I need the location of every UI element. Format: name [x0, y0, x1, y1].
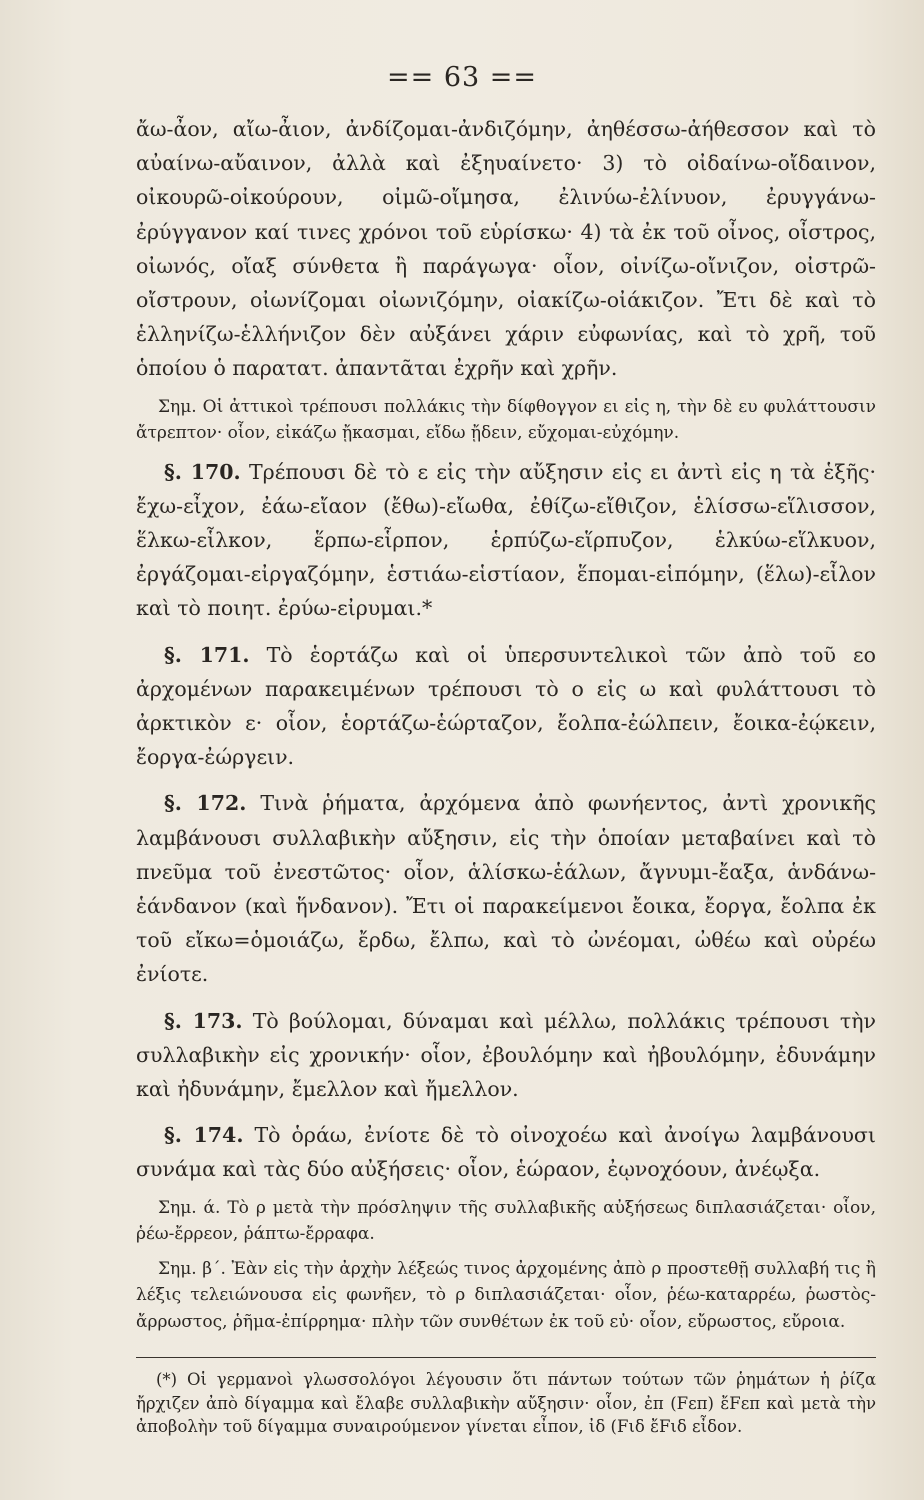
paragraph-continuation [136, 112, 876, 386]
page-body [136, 112, 876, 1439]
section-number: §. 170. [164, 459, 241, 484]
paragraph-text: ἄω-ἆον, αἴω-ἆιον, ἀνδίζομαι-ἀνδιζόμην, ἀηθέσσω-ἀήθεσσον καὶ τὸ αὐαίνω-αὔαινον, ἀλλὰ καὶ ἐξηυαίνετο· 3) τὸ οἰδαίνω-οἴδαινον, οἰκουρῶ-οἰκούρουν, οἰμῶ-οἴμησα, ἐλινύω-ἐλίνυον, ἐρυγγάνω-ἐρύγγανον καί τινες χρόνοι τοῦ εὑρίσκω· 4) τὰ ἐκ τοῦ οἶνος, οἶστρος, οἰωνός, οἴαξ σύνθετα ἢ παράγωγα· οἷον, οἰνίζω-οἴνιζον, οἰστρῶ-οἴστρουν, οἰωνίζομαι οἰωνιζόμην, οἰακίζω-οἰάκιζον. Ἔτι δὲ καὶ τὸ ἑλληνίζω-ἑλλήνιζον δὲν αὐξάνει χάριν εὐφωνίας, καὶ τὸ χρῆ, τοῦ ὁποίου ὁ παρατατ. ἀπαντᾶται ἐχρῆν καὶ χρῆν. [136, 117, 876, 381]
section-number: §. 173. [164, 1008, 243, 1033]
note-alpha [136, 1195, 876, 1248]
footnote-divider [136, 1357, 876, 1358]
page-number: == 63 == [386, 62, 537, 93]
section-number: §. 174. [164, 1123, 244, 1148]
footnote: (*) Οἱ γερμανοὶ γλωσσολόγοι λέγουσιν ὅτι πάντων τούτων τῶν ῥημάτων ἡ ῥίζα ἤρχιζεν ἀπὸ δίγαμμα καὶ ἔλαβε συλλαβικὴν αὔξησιν· οἷον, ἐπ (Fεπ) ἔFεπ καὶ μετὰ τὴν ἀποβολὴν τοῦ δίγαμμα συναιρούμενον γίνεται εἶπον, ἰδ (Fιδ ἔFιδ εἶδον. [136, 1370, 876, 1437]
note-text: Σημ. β΄. Ἐὰν εἰς τὴν ἀρχὴν λέξεώς τινος ἀρχομένης ἀπὸ ρ προστεθῇ συλλαβή τις ἢ λέξις τελειώνουσα εἰς φωνῆεν, τὸ ρ διπλασιάζεται· οἷον, ῥέω-καταρρέω, ῥωστὸς-ἄρρωστος, ῥῆμα-ἐπίρρημα· πλὴν τῶν συνθέτων ἐκ τοῦ εὐ· οἷον, εὔρωστος, εὔροια. [136, 1258, 876, 1332]
section-171 [136, 638, 876, 775]
section-174 [136, 1118, 876, 1186]
section-text: Τρέπουσι δὲ τὸ ε εἰς τὴν αὔξησιν εἰς ει ἀντὶ εἰς η τὰ ἑξῆς· ἔχω-εἶχον, ἐάω-εἴαον (ἔθω)-εἴωθα, ἐθίζω-εἴθιζον, ἑλίσσω-εἵλισσον, ἕλκω-εἷλκον, ἕρπω-εἷρπον, ἑρπύζω-εἵρπυζον, ἑλκύω-εἵλκυον, ἐργάζομαι-εἰργαζόμην, ἑστιάω-εἱστίαον, ἕπομαι-εἱπόμην, (ἕλω)-εἷλον καὶ τὸ ποιητ. ἐρύω-εἰρυμαι.* [136, 459, 876, 621]
section-text: Τὸ βούλομαι, δύναμαι καὶ μέλλω, πολλάκις τρέπουσι τὴν συλλαβικὴν εἰς χρονικήν· οἷον, ἐβουλόμην καὶ ἠβουλόμην, ἐδυνάμην καὶ ἠδυνάμην, ἔμελλον καὶ ἤμελλον. [136, 1008, 876, 1102]
section-number: §. 171. [164, 642, 250, 667]
note-text: Σημ. ά. Τὸ ρ μετὰ τὴν πρόσληψιν τῆς συλλαβικῆς αὐξήσεως διπλασιάζεται· οἷον, ῥέω-ἔρρεον, ῥάπτω-ἔρραφα. [136, 1197, 876, 1245]
section-text: Τὸ ἑορτάζω καὶ οἱ ὑπερσυντελικοὶ τῶν ἀπὸ τοῦ εο ἀρχομένων παρακειμένων τρέπουσι τὸ ο εἰς ω καὶ φυλάττουσι τὸ ἀρκτικὸν ε· οἷον, ἑορτάζω-ἑώρταζον, ἔολπα-ἐώλπειν, ἔοικα-ἐῴκειν, ἔοργα-ἐώργειν. [136, 642, 876, 770]
section-173 [136, 1004, 876, 1107]
section-text: Τινὰ ῥήματα, ἀρχόμενα ἀπὸ φωνήεντος, ἀντὶ χρονικῆς λαμβάνουσι συλλαβικὴν αὔξησιν, εἰς τὴν ὁποίαν μεταβαίνει καὶ τὸ πνεῦμα τοῦ ἐνεστῶτος· οἷον, ἁλίσκω-ἑάλων, ἄγνυμι-ἔαξα, ἁνδάνω-ἑάνδανον (καὶ ἥνδανον). Ἔτι οἱ παρακείμενοι ἔοικα, ἔοργα, ἔολπα ἐκ τοῦ εἴκω=ὁμοιάζω, ἔρδω, ἔλπω, καὶ τὸ ὠνέομαι, ὠθέω καὶ οὐρέω ἐνίοτε. [136, 791, 876, 987]
note-attic-diphthong [136, 394, 876, 447]
section-number: §. 172. [164, 791, 247, 816]
note-text: Σημ. Οἱ ἀττικοὶ τρέπουσι πολλάκις τὴν δίφθογγον ει εἰς η, τὴν δὲ ευ φυλάττουσιν ἄτρεπτον· οἷον, εἰκάζω ᾔκασμαι, εἴδω ᾔδειν, εὔχομαι-εὐχόμην. [136, 396, 876, 444]
section-172 [136, 786, 876, 991]
section-170 [136, 455, 876, 626]
section-text: Τὸ ὁράω, ἐνίοτε δὲ τὸ οἰνοχοέω καὶ ἀνοίγω λαμβάνουσι συνάμα καὶ τὰς δύο αὐξήσεις· οἷον, ἑώραον, ἐῳνοχόουν, ἀνέῳξα. [136, 1123, 876, 1182]
note-beta [136, 1256, 876, 1336]
